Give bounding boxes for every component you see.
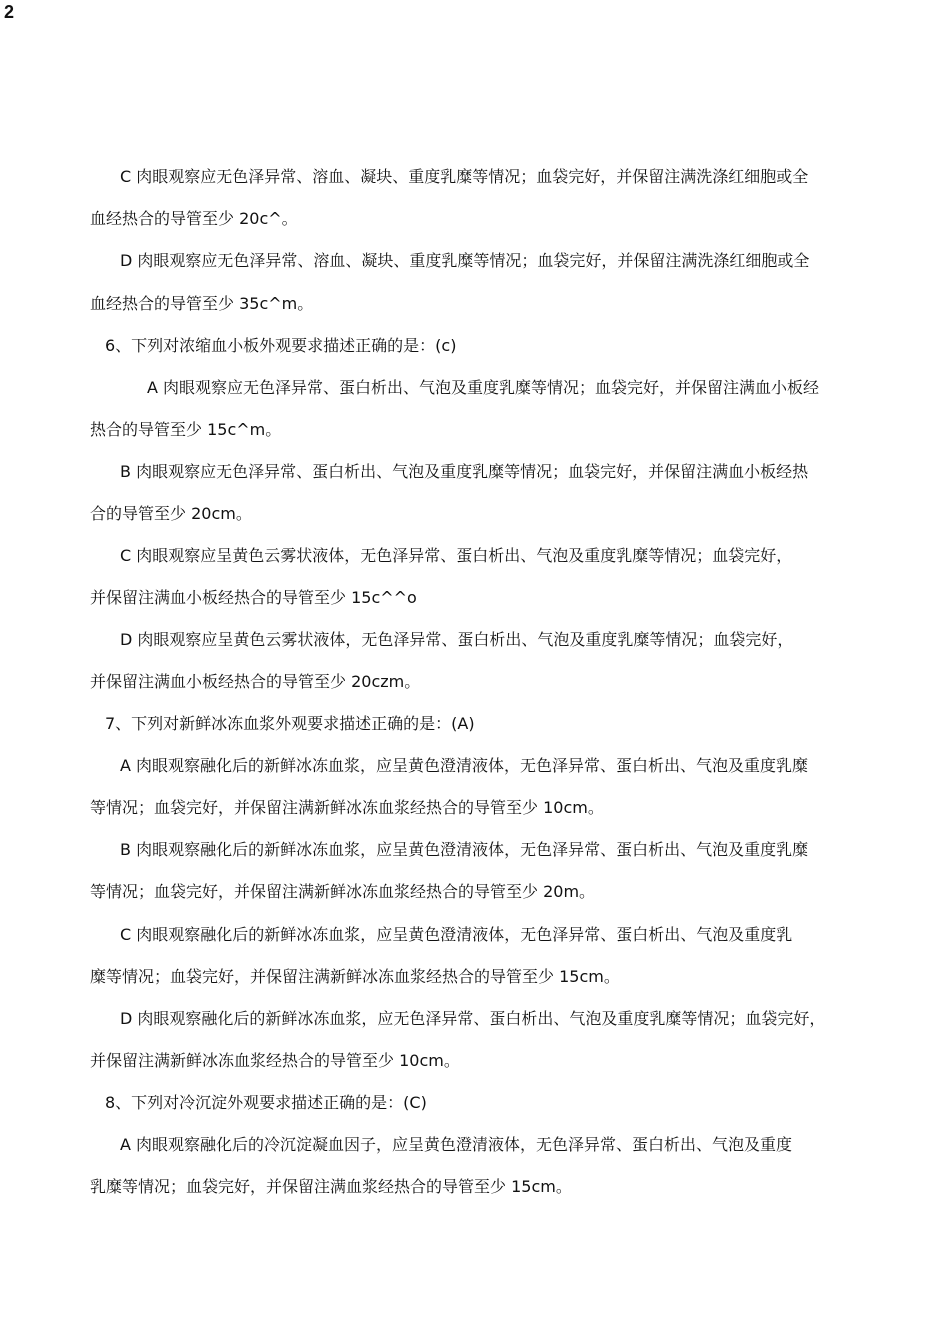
question-7: 7、下列对新鲜冰冻血浆外观要求描述正确的是：(A) [105,714,475,733]
q7-option-c-line-2: 糜等情况；血袋完好，并保留注满新鲜冰冻血浆经热合的导管至少 15cm。 [90,967,620,986]
q7-option-d-line-2: 并保留注满新鲜冰冻血浆经热合的导管至少 10cm。 [90,1051,460,1070]
q7-option-d-line-1: D 肉眼观察融化后的新鲜冰冻血浆，应无色泽异常、蛋白析出、气泡及重度乳糜等情况；血袋完好， [120,1009,826,1028]
q6-option-c-line-2: 并保留注满血小板经热合的导管至少 15c^^o [90,588,417,607]
q6-option-d-line-1: D 肉眼观察应呈黄色云雾状液体，无色泽异常、蛋白析出、气泡及重度乳糜等情况；血袋完好， [120,630,794,649]
q7-option-a-line-1: A 肉眼观察融化后的新鲜冰冻血浆，应呈黄色澄清液体，无色泽异常、蛋白析出、气泡及重度乳糜 [120,756,809,775]
q7-option-b-line-2: 等情况；血袋完好，并保留注满新鲜冰冻血浆经热合的导管至少 20m。 [90,882,596,901]
option-d-line-1: D 肉眼观察应无色泽异常、溶血、凝块、重度乳糜等情况；血袋完好，并保留注满洗涤红细胞或全 [120,251,810,270]
option-c-line-2: 血经热合的导管至少 20c^。 [90,209,298,228]
page-number: 2 [4,2,15,22]
q6-option-b-line-1: B 肉眼观察应无色泽异常、蛋白析出、气泡及重度乳糜等情况；血袋完好，并保留注满血小板经热 [120,462,809,481]
q7-option-a-line-2: 等情况；血袋完好，并保留注满新鲜冰冻血浆经热合的导管至少 10cm。 [90,798,604,817]
q6-option-a-line-1: A 肉眼观察应无色泽异常、蛋白析出、气泡及重度乳糜等情况；血袋完好，并保留注满血小板经 [147,378,820,397]
q6-option-a-line-2: 热合的导管至少 15c^m。 [90,420,282,439]
q7-option-b-line-1: B 肉眼观察融化后的新鲜冰冻血浆，应呈黄色澄清液体，无色泽异常、蛋白析出、气泡及重度乳糜 [120,840,809,859]
q6-option-c-line-1: C 肉眼观察应呈黄色云雾状液体，无色泽异常、蛋白析出、气泡及重度乳糜等情况；血袋完好， [120,546,793,565]
option-c-line-1: C 肉眼观察应无色泽异常、溶血、凝块、重度乳糜等情况；血袋完好，并保留注满洗涤红细胞或全 [120,167,809,186]
q7-option-c-line-1: C 肉眼观察融化后的新鲜冰冻血浆，应呈黄色澄清液体，无色泽异常、蛋白析出、气泡及重度乳 [120,925,793,944]
question-6: 6、下列对浓缩血小板外观要求描述正确的是：(c) [105,336,457,355]
question-8: 8、下列对冷沉淀外观要求描述正确的是：(C) [105,1093,427,1112]
option-d-line-2: 血经热合的导管至少 35c^m。 [90,294,314,313]
q6-option-d-line-2: 并保留注满血小板经热合的导管至少 20czm。 [90,672,421,691]
q6-option-b-line-2: 合的导管至少 20cm。 [90,504,252,523]
q8-option-a-line-1: A 肉眼观察融化后的冷沉淀凝血因子，应呈黄色澄清液体，无色泽异常、蛋白析出、气泡及重度 [120,1135,793,1154]
q8-option-a-line-2: 乳糜等情况；血袋完好，并保留注满血浆经热合的导管至少 15cm。 [90,1177,572,1196]
